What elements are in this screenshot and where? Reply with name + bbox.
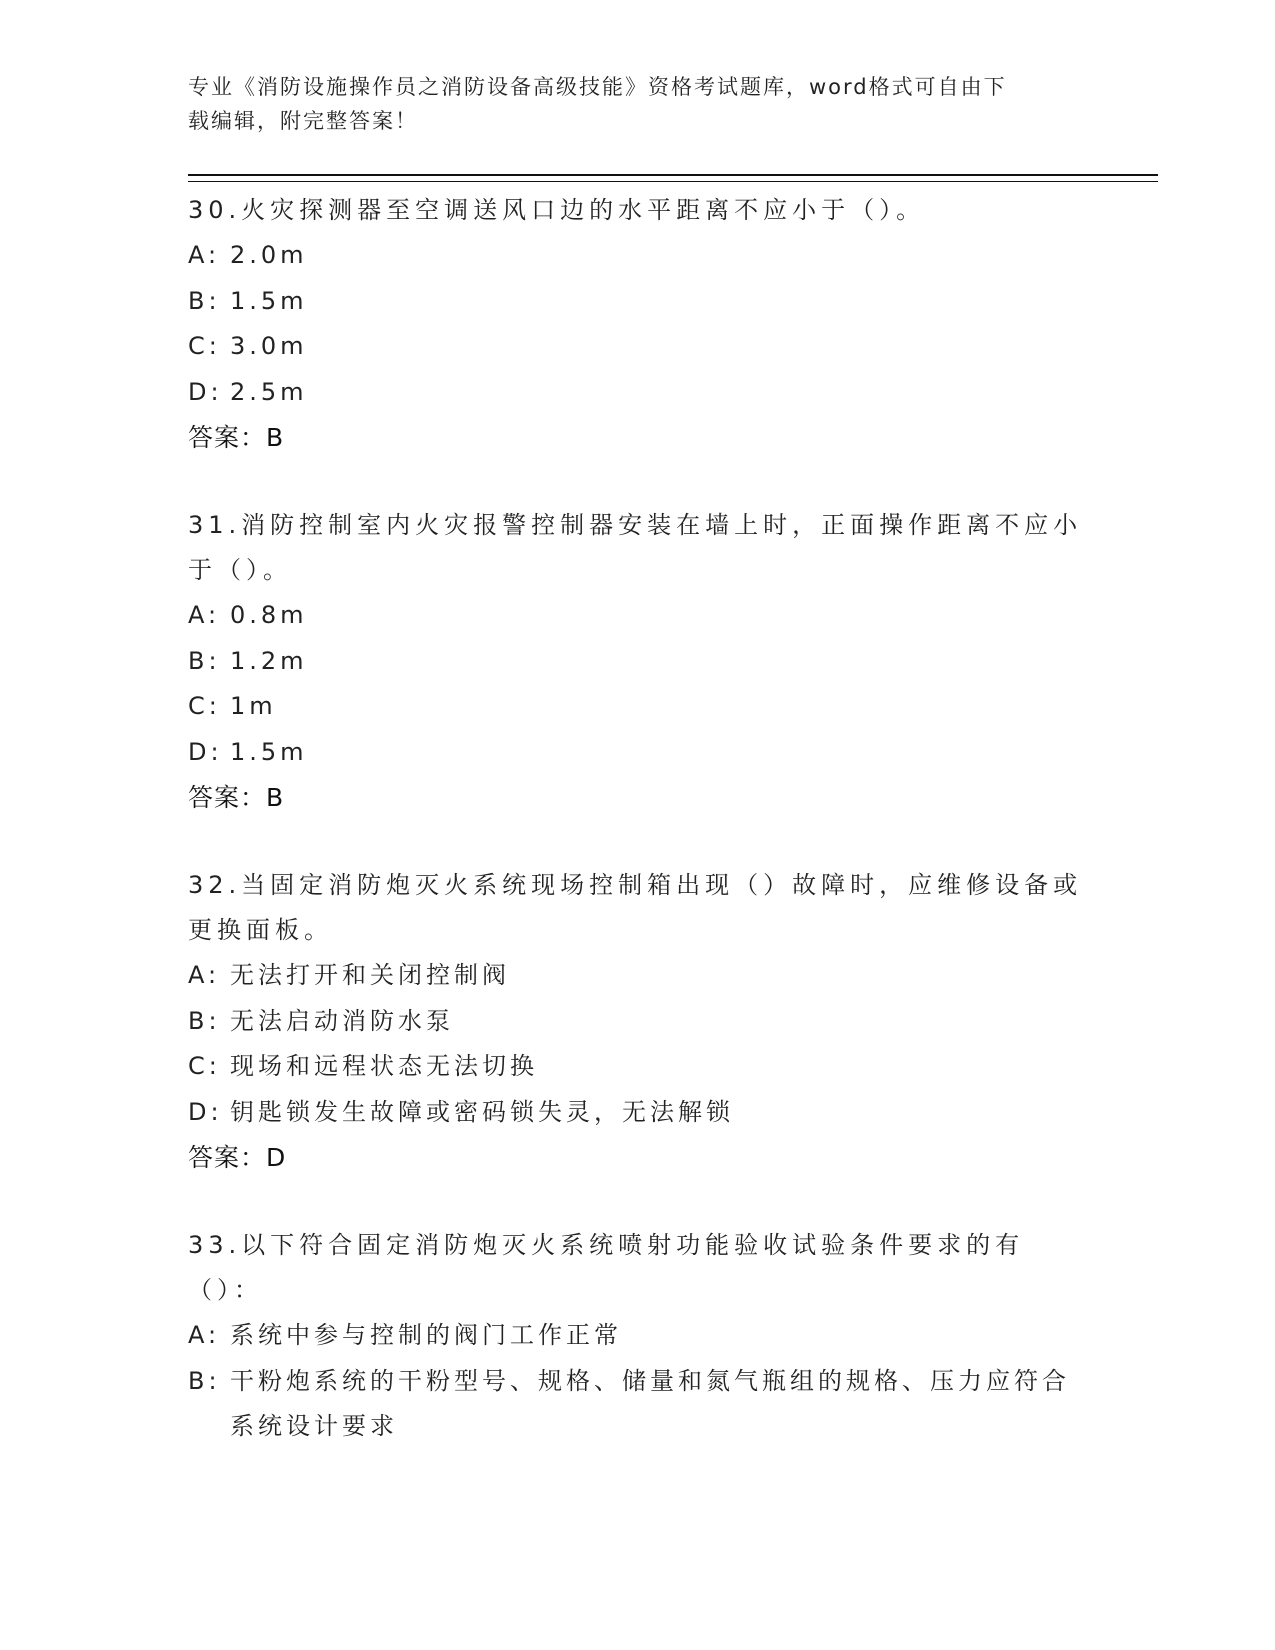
option-text: 钥匙锁发生故障或密码锁失灵，无法解锁 <box>230 1097 734 1126</box>
option-text: 无法启动消防水泵 <box>230 1006 454 1035</box>
header-line-2: 载编辑，附完整答案！ <box>188 109 418 133</box>
option-key: B: <box>188 1366 221 1395</box>
question-stem: 31.消防控制室内火灾报警控制器安装在墙上时，正面操作距离不应小于（）。 <box>188 511 1083 584</box>
question-31 <box>188 503 1088 821</box>
option-b <box>188 279 1088 325</box>
option-a <box>188 233 1088 279</box>
option-d <box>188 1090 1088 1136</box>
option-key: C: <box>188 692 221 720</box>
option-key: B: <box>188 286 221 315</box>
option-key: D: <box>188 737 223 766</box>
question-stem: 30.火灾探测器至空调送风口边的水平距离不应小于（）。 <box>188 196 926 224</box>
option-text: 1.5m <box>230 737 308 766</box>
header-divider-thick <box>188 174 1158 176</box>
option-b <box>188 1359 1088 1450</box>
option-b <box>188 999 1088 1045</box>
header-divider-thin <box>188 181 1158 182</box>
answer-line: 答案：D <box>188 1143 287 1172</box>
option-key: B: <box>188 646 221 675</box>
option-text: 无法打开和关闭控制阀 <box>230 961 510 989</box>
question-32 <box>188 863 1088 1181</box>
option-text: 系统中参与控制的阀门工作正常 <box>230 1321 622 1349</box>
question-33 <box>188 1223 1088 1450</box>
option-a <box>188 953 1088 999</box>
option-text: 1.2m <box>230 646 308 675</box>
option-text: 0.8m <box>230 601 308 629</box>
option-c <box>188 324 1088 370</box>
question-stem: 32.当固定消防炮灭火系统现场控制箱出现（）故障时，应维修设备或更换面板。 <box>188 871 1083 944</box>
option-key: D: <box>188 377 223 406</box>
option-a <box>188 1313 1088 1359</box>
option-text: 现场和远程状态无法切换 <box>230 1052 538 1080</box>
option-d <box>188 370 1088 416</box>
document-header <box>188 70 1068 138</box>
question-stem: 33.以下符合固定消防炮灭火系统喷射功能验收试验条件要求的有（）： <box>188 1231 1025 1304</box>
option-key: A: <box>188 1321 221 1349</box>
option-c <box>188 1044 1088 1090</box>
option-text: 1m <box>230 692 277 720</box>
option-key: C: <box>188 1052 221 1080</box>
option-text: 2.0m <box>230 241 308 269</box>
option-key: A: <box>188 961 221 989</box>
option-key: A: <box>188 601 221 629</box>
option-key: D: <box>188 1097 223 1126</box>
option-d <box>188 730 1088 776</box>
option-key: A: <box>188 241 221 269</box>
question-30 <box>188 188 1088 461</box>
option-text: 1.5m <box>230 286 308 315</box>
option-b <box>188 639 1088 685</box>
option-text: 2.5m <box>230 377 308 406</box>
option-a <box>188 593 1088 639</box>
answer-line: 答案：B <box>188 423 285 452</box>
header-line-1: 专业《消防设施操作员之消防设备高级技能》资格考试题库，word格式可自由下 <box>188 75 1007 99</box>
option-text: 干粉炮系统的干粉型号、规格、储量和氮气瓶组的规格、压力应符合系统设计要求 <box>230 1366 1070 1440</box>
option-key: C: <box>188 332 221 360</box>
answer-line: 答案：B <box>188 783 285 812</box>
question-list <box>188 188 1088 1492</box>
option-text: 3.0m <box>230 332 308 360</box>
option-c <box>188 684 1088 730</box>
option-key: B: <box>188 1006 221 1035</box>
